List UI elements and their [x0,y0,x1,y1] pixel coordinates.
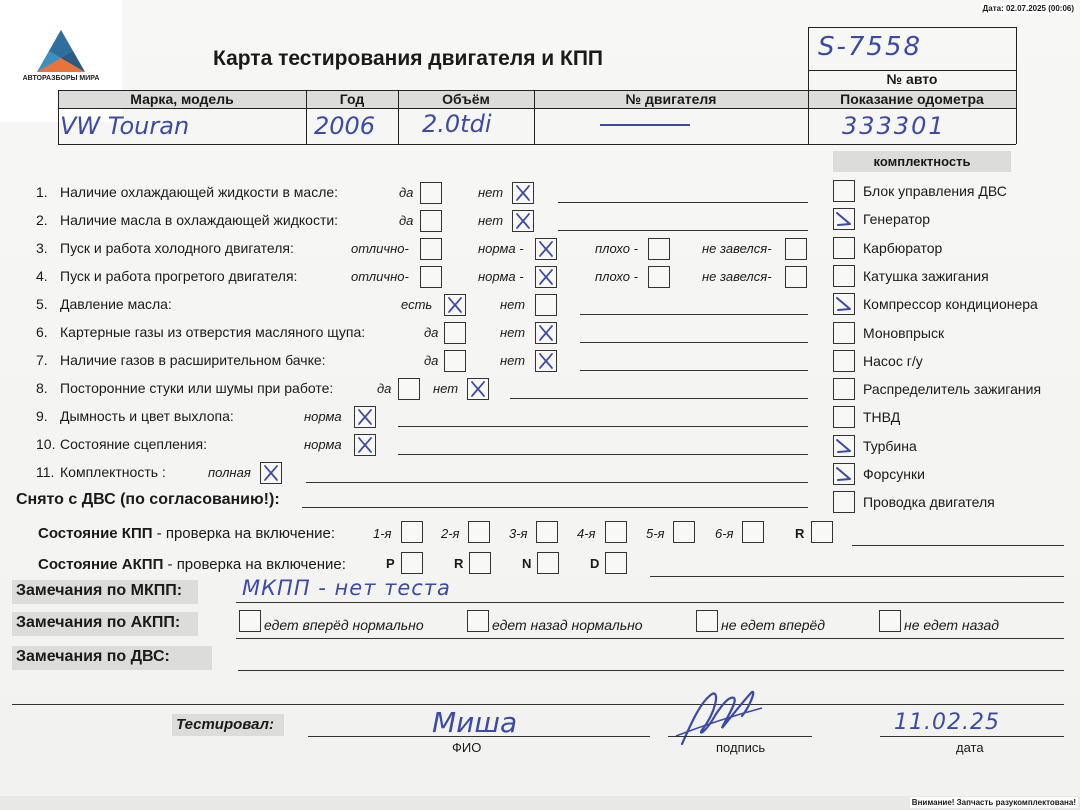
option-label: да [424,325,439,340]
kpp-label: Состояние КПП - проверка на включение: [38,525,336,542]
item-label: Картерные газы из отверстия масляного щупа: [60,324,366,340]
mode-label: P [386,556,395,571]
answer-line [558,230,808,231]
gear-label: 1-я [373,526,392,541]
mkpp-remark-value: МКПП - нет теста [242,576,451,600]
completeness-item-label: Насос г/у [863,352,923,369]
item-number: 11. [36,464,55,480]
item-label: Наличие охлаждающей жидкости в масле: [60,184,339,200]
option-checkbox[interactable] [648,266,670,288]
gear-checkbox[interactable] [742,521,764,543]
option-checkbox[interactable] [444,322,466,344]
volume-value: 2.0tdi [422,110,492,138]
dvs-remark-label: Замечания по ДВС: [16,648,170,665]
akpp-label: Состояние АКПП - проверка на включение: [38,556,346,573]
akpp-remark-checkbox[interactable] [879,610,901,632]
model-value: VW Touran [60,112,190,140]
gear-label: 3-я [509,526,528,541]
option-checkbox[interactable] [785,266,807,288]
option-label: нет [478,185,504,200]
completeness-item-label: Распределитель зажигания [863,381,1042,398]
col-odometer: Показание одометра [840,91,984,107]
gear-checkbox[interactable] [673,521,695,543]
col-volume: Объём [442,91,490,107]
item-number: 10. [36,436,56,452]
tested-label: Тестировал: [176,716,274,733]
option-checkbox[interactable] [535,294,557,316]
option-checkbox[interactable] [354,406,376,428]
option-checkbox[interactable] [420,182,442,204]
option-checkbox[interactable] [444,294,466,316]
option-label: норма [304,437,342,452]
option-checkbox[interactable] [467,378,489,400]
plate-label: № авто [886,71,938,87]
gear-checkbox[interactable] [536,521,558,543]
completeness-item-label: Компрессор кондиционера [863,296,1038,313]
option-checkbox[interactable] [260,462,282,484]
akpp-remark-line [236,638,1064,639]
item-label: Состояние сцепления: [60,436,207,452]
item-number: 1. [36,184,48,200]
date-label: дата [956,740,984,755]
option-label: нет [500,325,526,340]
option-checkbox[interactable] [420,266,442,288]
completeness-item-label: Моновпрыск [863,324,945,341]
completeness-item-label: Катушка зажигания [863,267,989,284]
option-label: нет [478,213,504,228]
option-label: плохо - [595,241,638,256]
gear-label: 4-я [577,526,596,541]
mkpp-line [236,602,1064,603]
answer-line [398,426,808,427]
removed-line [302,507,808,508]
answer-line [398,454,808,455]
answer-line [306,482,808,483]
option-checkbox[interactable] [512,210,534,232]
completeness-item-label: Форсунки [863,466,925,482]
option-label: отлично- [351,241,409,256]
option-checkbox[interactable] [354,434,376,456]
kpp-line [852,545,1064,546]
answer-line [580,342,808,343]
option-label: да [424,353,439,368]
akpp-remark-checkbox[interactable] [239,610,261,632]
warning-text: Внимание! Запчасть разукомплектована! [911,798,1076,807]
grid-line [58,144,1016,145]
grid-line [808,27,1016,28]
completeness-title: комплектность [873,154,971,169]
signature-mark [672,686,764,748]
completeness-item-label: Генератор [863,211,931,228]
item-number: 9. [36,408,48,424]
option-label: полная [208,465,251,480]
mkpp-remark-label: Замечания по МКПП: [16,582,183,599]
answer-line [558,202,808,203]
separator-line [12,704,1064,705]
option-label: не завелся- [702,269,772,284]
option-label: плохо - [595,269,638,284]
option-label: отлично- [351,269,409,284]
option-checkbox[interactable] [648,238,670,260]
akpp-remark-option: едет назад нормально [492,617,643,633]
option-checkbox[interactable] [420,238,442,260]
option-label: норма - [478,269,524,284]
mode-label: R [454,556,464,571]
option-checkbox[interactable] [785,238,807,260]
mode-label: D [590,556,600,571]
akpp-remark-option: не едет назад [904,617,999,633]
fio-label: ФИО [452,740,482,755]
mode-checkbox[interactable] [537,552,559,574]
col-model: Марка, модель [130,91,234,107]
mode-checkbox[interactable] [401,552,423,574]
option-label: нет [500,297,526,312]
item-label: Посторонние стуки или шумы при работе: [60,380,334,396]
completeness-checkbox[interactable] [833,293,855,315]
completeness-item-label: Турбина [863,437,917,454]
option-label: да [399,213,414,228]
completeness-checkbox[interactable] [833,406,855,428]
option-label: да [399,185,414,200]
gear-checkbox[interactable] [468,521,490,543]
option-label: есть [401,297,433,312]
item-number: 2. [36,212,48,228]
date-line [880,736,1064,737]
fio-line [308,736,650,737]
item-label: Давление масла: [60,296,172,312]
akpp-remark-label: Замечания по АКПП: [16,614,181,631]
completeness-checkbox[interactable] [833,237,855,259]
col-year: Год [339,91,365,107]
option-label: не завелся- [702,241,772,256]
answer-line [580,370,808,371]
option-checkbox[interactable] [535,350,557,372]
plate-value: S-7558 [818,32,923,62]
removed-label: Снято с ДВС (по согласованию!): [16,491,280,508]
gear-checkbox[interactable] [811,521,833,543]
completeness-checkbox[interactable] [833,265,855,287]
completeness-checkbox[interactable] [833,350,855,372]
item-label: Наличие масла в охлаждающей жидкости: [60,212,339,228]
option-label: нет [500,353,526,368]
page-title: Карта тестирования двигателя и КПП [213,47,604,70]
completeness-item-label: ТНВД [863,409,901,426]
mode-checkbox[interactable] [605,552,627,574]
date-value: 11.02.25 [894,710,1000,735]
item-number: 5. [36,296,48,312]
watermark-date: Дата: 02.07.2025 (00:06) [982,4,1074,13]
option-label: нет [433,381,459,396]
item-number: 7. [36,352,48,368]
item-label: Наличие газов в расширительном бачке: [60,352,326,368]
option-checkbox[interactable] [398,378,420,400]
mode-label: N [522,556,532,571]
completeness-item-label: Проводка двигателя [863,494,995,511]
grid-line [1016,27,1017,144]
completeness-checkbox[interactable] [833,491,855,513]
year-value: 2006 [314,112,376,140]
logo-text: АВТОРАЗБОРЫ МИРА [22,75,100,82]
dvs-line [238,670,1064,671]
gear-checkbox[interactable] [401,521,423,543]
item-number: 3. [36,240,48,256]
grid-line [58,108,1016,109]
akpp-line [650,576,1064,577]
item-number: 8. [36,380,48,396]
signature-label: подпись [716,740,766,755]
gear-label: 6-я [715,526,734,541]
completeness-checkbox[interactable] [833,435,855,457]
completeness-checkbox[interactable] [833,322,855,344]
option-checkbox[interactable] [512,182,534,204]
engine-no-dash [600,124,690,126]
akpp-remark-option: едет вперёд нормально [264,617,424,633]
answer-line [580,314,808,315]
completeness-item-label: Карбюратор [863,239,943,256]
option-checkbox[interactable] [535,238,557,260]
completeness-checkbox[interactable] [833,180,855,202]
option-checkbox[interactable] [535,266,557,288]
gear-label: 2-я [441,526,460,541]
item-label: Пуск и работа холодного двигателя: [60,240,294,256]
triangle-logo-icon [35,28,87,74]
item-number: 4. [36,268,48,284]
akpp-remark-option: не едет вперёд [721,617,826,633]
akpp-remark-checkbox[interactable] [696,610,718,632]
gear-label: 5-я [646,526,665,541]
akpp-remark-checkbox[interactable] [467,610,489,632]
item-label: Пуск и работа прогретого двигателя: [60,268,298,284]
odometer-value: 333301 [842,112,946,140]
tester-name: Миша [432,706,518,739]
item-label: Дымность и цвет выхлопа: [60,408,234,424]
item-number: 6. [36,324,48,340]
completeness-item-label: Блок управления ДВС [863,183,1007,199]
completeness-checkbox[interactable] [833,463,855,485]
completeness-checkbox[interactable] [833,208,855,230]
gear-label: R [795,526,805,541]
option-checkbox[interactable] [420,210,442,232]
col-engine-no: № двигателя [625,91,717,107]
option-label: да [377,381,392,396]
option-label: норма [304,409,342,424]
option-checkbox[interactable] [444,350,466,372]
option-checkbox[interactable] [535,322,557,344]
gear-checkbox[interactable] [605,521,627,543]
signature-line [668,736,812,737]
completeness-checkbox[interactable] [833,378,855,400]
answer-line [510,398,808,399]
mode-checkbox[interactable] [469,552,491,574]
item-label: Комплектность : [60,464,166,480]
option-label: норма - [478,241,524,256]
